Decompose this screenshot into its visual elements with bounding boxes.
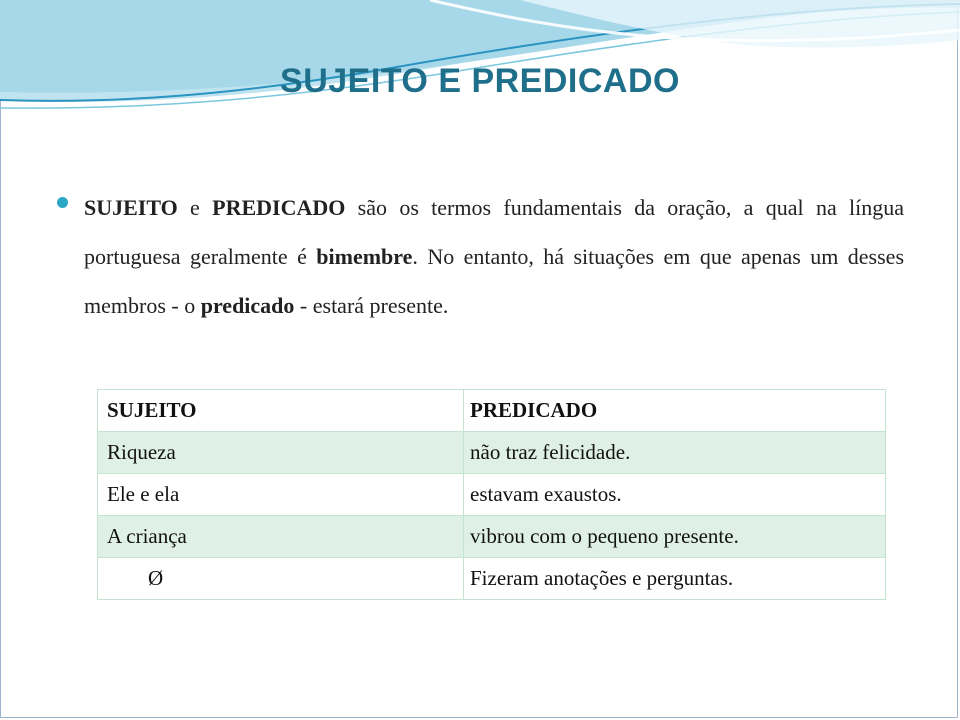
slide-title: SUJEITO E PREDICADO [280,62,680,100]
cell-subject-empty-set: Ø [98,558,464,600]
table-row [98,474,886,516]
table-row [98,558,886,600]
cell-subject: A criança [98,516,464,558]
subject-predicate-table [97,389,886,600]
term-bimembre: bimembre [316,244,413,269]
cell-predicate: estavam exaustos. [464,474,886,516]
text-segment: - estará presente. [294,293,449,318]
cell-subject: Riqueza [98,432,464,474]
cell-subject: Ele e ela [98,474,464,516]
header-predicado: PREDICADO [464,390,886,432]
term-predicado-lower: predicado [200,293,295,318]
table-header-row [98,390,886,432]
header-sujeito: SUJEITO [98,390,464,432]
table-row [98,516,886,558]
term-sujeito: SUJEITO [84,195,178,220]
term-predicado: PREDICADO [212,195,346,220]
text-segment: . No entanto, há situações em que apenas um desses membros - o [84,244,905,318]
cell-predicate: não traz felicidade. [464,432,886,474]
bullet-paragraph [84,183,904,330]
text-segment: e [177,195,213,220]
cell-predicate: vibrou com o pequeno presente. [464,516,886,558]
bullet-dot-icon [57,197,68,208]
text-segment: são os termos fundamentais da oração, a qual na língua portuguesa geralmente é [84,195,904,269]
cell-predicate: Fizeram anotações e perguntas. [464,558,886,600]
table-row [98,432,886,474]
